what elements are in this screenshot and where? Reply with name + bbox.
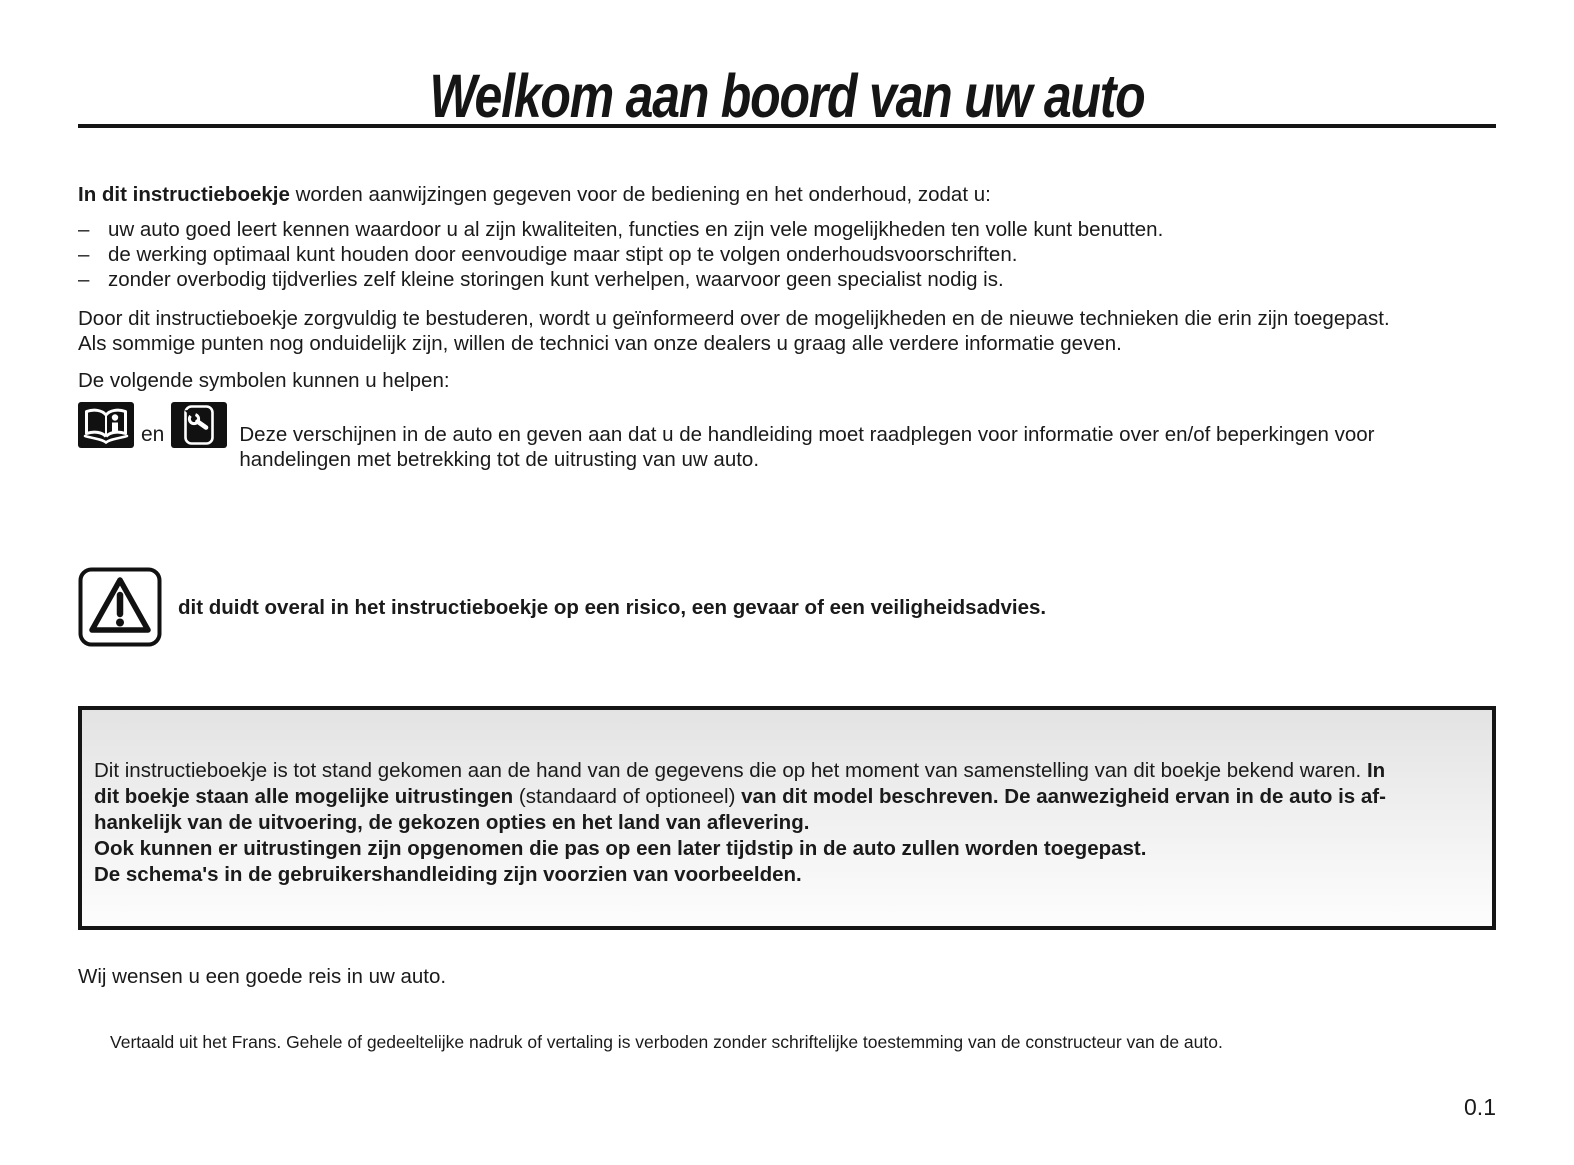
symbols-intro: De volgende symbolen kunnen u helpen:: [78, 369, 450, 392]
intro-lead-bold: In dit instructieboekje: [78, 183, 290, 206]
symbols-row: [78, 402, 1496, 472]
notice-segment: dit boekje staan alle mogelijke uitrustingen: [94, 785, 519, 808]
bullet-dash: –: [78, 218, 90, 241]
notice-segment: Dit instructieboekje is tot stand gekomen aan de hand van de gegevens die op het moment van samenstelling van dit boekje bekend waren.: [94, 759, 1367, 782]
title-underline-rule: [78, 0, 1496, 128]
bullet-text: zonder overbodig tijdverlies zelf kleine storingen kunt verhelpen, waarvoor geen specialist nodig is.: [108, 268, 1004, 291]
bullet-text: uw auto goed leert kennen waardoor u al zijn kwaliteiten, functies en zijn vele mogelijkheden ten volle kunt benutten.: [108, 218, 1164, 241]
notice-segment: Ook kunnen er uitrustingen zijn opgenomen die pas op een later tijdstip in de auto zullen worden toegepast.: [94, 837, 1147, 860]
page-number: 0.1: [1464, 1094, 1496, 1120]
notice-line: [94, 836, 1480, 862]
bullet-dash: –: [78, 243, 90, 266]
bullet-text: de werking optimaal kunt houden door eenvoudige maar stipt op te volgen onderhoudsvoorschriften.: [108, 243, 1018, 266]
symbol-icons: [78, 402, 227, 448]
warning-row: [78, 567, 1496, 647]
bullet-dash: –: [78, 268, 90, 291]
notice-segment: (standaard of optioneel): [518, 785, 742, 808]
notice-line: [94, 810, 1480, 836]
notice-line: [94, 784, 1480, 810]
study-paragraph-line: Als sommige punten nog onduidelijk zijn, willen de technici van onze dealers u graag alle verdere informatie geven.: [78, 332, 1122, 355]
notice-box: [78, 706, 1496, 930]
bullet-item: [78, 242, 1496, 267]
notice-segment: hankelijk van de uitvoering, de gekozen opties en het land van aflevering.: [94, 811, 810, 834]
bullet-item: [78, 267, 1496, 292]
intro-lead-rest: worden aanwijzingen gegeven voor de bediening en het onderhoud, zodat u:: [289, 183, 991, 206]
copyright-note: Vertaald uit het Frans. Gehele of gedeeltelijke nadruk of vertaling is verboden zonder schriftelijke toestemming van de constructeur van de auto.: [110, 1032, 1223, 1052]
workshop-wrench-icon: [171, 402, 227, 448]
notice-segment: In: [1366, 759, 1386, 782]
intro-bullet-list: [78, 217, 1496, 292]
warning-triangle-icon: [78, 567, 162, 647]
notice-line: [94, 862, 1480, 888]
closing-wish: Wij wensen u een goede reis in uw auto.: [78, 965, 447, 988]
study-paragraph-line: Door dit instructieboekje zorgvuldig te bestuderen, wordt u geïnformeerd over de mogelijkheden en de nieuwe technieken die erin zijn toegepast.: [78, 307, 1390, 330]
study-paragraph: [78, 306, 1496, 356]
symbols-description: [239, 422, 1374, 472]
symbols-description-line: handelingen met betrekking tot de uitrusting van uw auto.: [239, 448, 760, 471]
notice-line: [94, 758, 1480, 784]
notice-segment: De schema's in de gebruikershandleiding zijn voorzien van voorbeelden.: [94, 863, 802, 886]
notice-segment: van dit model beschreven. De aanwezigheid ervan in de auto is af-: [741, 785, 1386, 808]
bullet-item: [78, 217, 1496, 242]
symbols-description-line: Deze verschijnen in de auto en geven aan dat u de handleiding moet raadplegen voor informatie over en/of beperkingen voor: [239, 423, 1375, 446]
symbols-connector-text: en: [141, 423, 165, 446]
intro-lead-paragraph: [78, 182, 1496, 207]
page-title: Welkom aan boord van uw auto: [429, 62, 1145, 130]
manual-book-icon: [78, 402, 134, 448]
warning-text: dit duidt overal in het instructieboekje op een risico, een gevaar of een veiligheidsadvies.: [178, 595, 1047, 619]
